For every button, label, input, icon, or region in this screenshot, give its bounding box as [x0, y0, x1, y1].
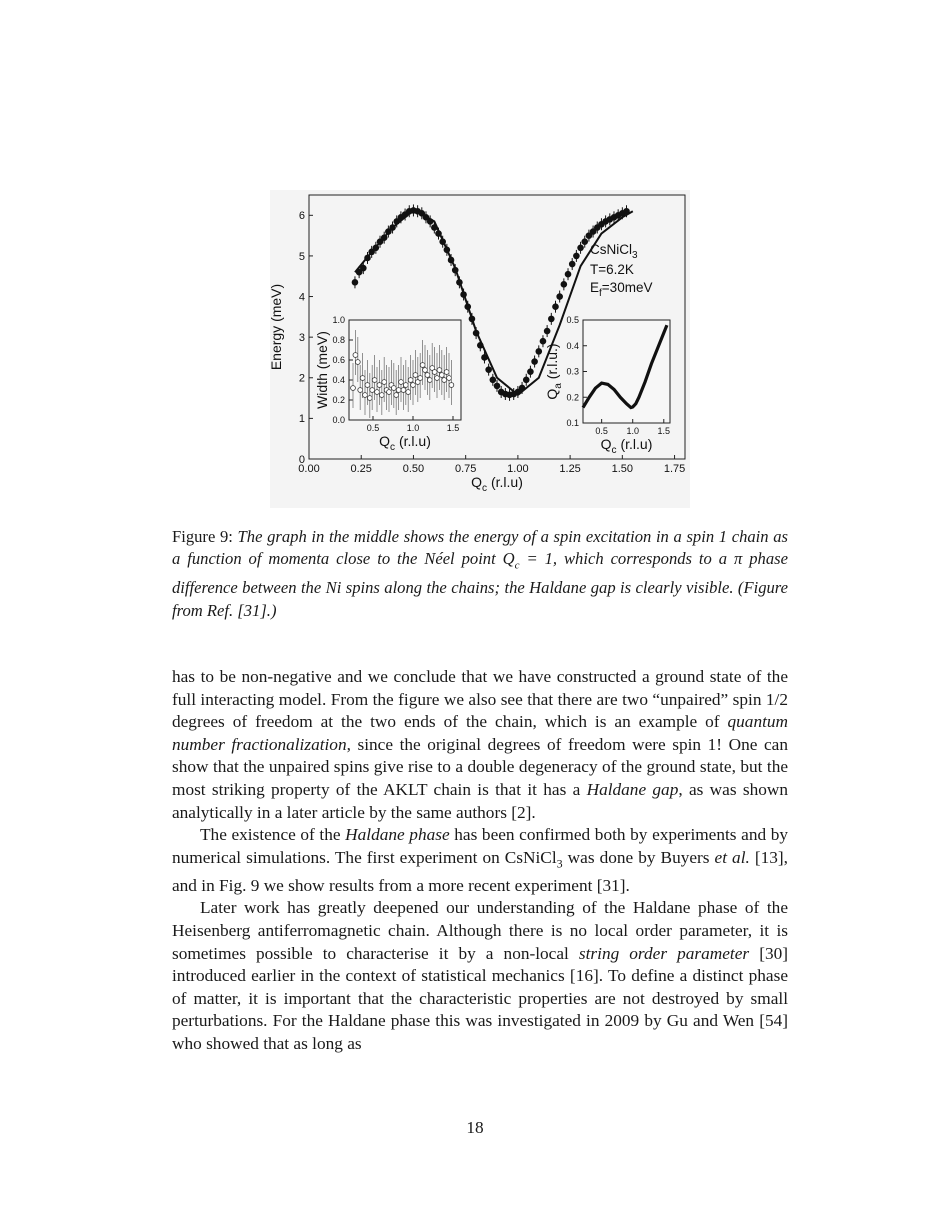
- x-tick-label: 1.00: [507, 463, 529, 475]
- data-point: [425, 373, 430, 378]
- y-tick-label: 6: [298, 210, 305, 223]
- data-point: [548, 316, 555, 323]
- figure-9: [270, 190, 690, 508]
- data-point: [352, 279, 359, 286]
- y-tick-label: 1: [298, 413, 305, 426]
- data-point: [382, 380, 387, 385]
- x-tick-label: 0.5: [366, 423, 380, 433]
- y-tick-label: 0: [298, 453, 305, 466]
- data-point: [394, 393, 399, 398]
- data-point: [544, 328, 551, 335]
- body-text: [172, 666, 788, 1056]
- y-tick-label: 0.1: [566, 418, 579, 429]
- y-tick-label: 0.5: [566, 315, 579, 326]
- data-point: [360, 376, 365, 381]
- data-point: [408, 378, 413, 383]
- plot-frame: [583, 320, 670, 423]
- data-point: [351, 386, 356, 391]
- data-point: [358, 388, 363, 393]
- data-point: [581, 238, 588, 245]
- data-point: [435, 376, 440, 381]
- paragraph-2: The existence of the Haldane phase has been confirmed both by experiments and by numerical simulations. The first experiment on CsNiCl$_3$ was done by Buyers et al. [13], and in Fig. 9 we show results from a more recent experiment [31].: [172, 825, 789, 895]
- data-point: [535, 348, 542, 355]
- data-point: [411, 383, 416, 388]
- x-axis-label: $Q_c$ (r.l.u): [471, 474, 523, 494]
- y-tick-label: 0.2: [332, 395, 345, 406]
- x-tick-label: 0.5: [595, 426, 608, 436]
- data-point: [439, 373, 444, 378]
- y-tick-label: 0.2: [566, 392, 579, 403]
- x-tick-label: 1.5: [657, 426, 671, 436]
- data-point: [399, 380, 404, 385]
- data-point: [375, 390, 380, 395]
- y-tick-label: 4: [298, 291, 305, 304]
- x-axis-label: $Q_c$ (r.l.u): [600, 436, 653, 456]
- data-point: [353, 353, 358, 358]
- data-point: [449, 383, 454, 388]
- y-tick-label: 5: [298, 250, 305, 263]
- y-tick-label: 3: [298, 332, 305, 345]
- x-tick-label: 1.25: [559, 463, 581, 475]
- caption-label: Figure 9:: [172, 527, 233, 546]
- y-tick-label: 0.3: [566, 366, 579, 377]
- x-tick-label: 0.25: [350, 463, 372, 475]
- data-point: [552, 303, 559, 310]
- y-tick-label: 0.0: [332, 415, 345, 426]
- x-tick-label: 1.75: [663, 463, 686, 475]
- data-point: [403, 383, 408, 388]
- data-point: [577, 245, 584, 252]
- y-axis-label: Width (meV): [314, 331, 330, 409]
- x-tick-label: 1.50: [611, 463, 634, 475]
- data-point: [379, 393, 384, 398]
- data-point: [490, 377, 497, 384]
- data-point: [485, 366, 492, 373]
- y-tick-label: 0.4: [332, 375, 345, 386]
- data-point: [437, 368, 442, 373]
- figure-svg: [270, 190, 690, 508]
- page-number: 18: [466, 1118, 484, 1137]
- y-tick-label: 0.6: [332, 355, 345, 366]
- data-point: [370, 388, 375, 393]
- data-point: [561, 281, 568, 288]
- data-point: [365, 383, 370, 388]
- data-point: [363, 393, 368, 398]
- data-point: [573, 253, 580, 260]
- data-point: [523, 377, 530, 384]
- y-tick-label: 0.8: [332, 335, 345, 346]
- y-tick-label: 2: [298, 372, 305, 385]
- x-tick-label: 0.00: [298, 463, 320, 475]
- y-axis-label: $Q_a$ (r.l.u.): [544, 343, 564, 400]
- data-point: [377, 383, 382, 388]
- y-axis-label: Energy (meV): [268, 283, 284, 371]
- data-point: [556, 293, 563, 300]
- data-point: [531, 358, 538, 365]
- paragraph-3: Later work has greatly deepened our understanding of the Haldane phase of the Heisenberg antiferromagnetic chain. Although there is no local order parameter, it is sometimes possible to characterise it by a non-local string order parameter [30] introduced earlier in the context of statistical mechanics [16]. To define a distinct phase of matter, it is important that the characteristic properties are not destroyed by small perturbations. For the Haldane phase this was investigated in 2009 by Gu and Wen [54] who showed that as long as: [172, 898, 788, 1053]
- annotation-temperature: T=6.2K: [590, 262, 634, 277]
- data-point: [396, 388, 401, 393]
- x-tick-label: 1.0: [406, 423, 420, 433]
- x-tick-label: 0.75: [454, 463, 477, 475]
- data-point: [420, 363, 425, 368]
- data-point: [432, 370, 437, 375]
- data-point: [406, 390, 411, 395]
- data-point: [372, 378, 377, 383]
- data-point: [387, 390, 392, 395]
- data-point: [355, 360, 360, 365]
- x-tick-label: 1.0: [626, 426, 639, 436]
- data-point: [413, 373, 418, 378]
- data-point: [565, 271, 572, 278]
- paragraph-1: has to be non-negative and we conclude that we have constructed a ground state of the full interacting model. From the figure we also see that there are two “unpaired” spin 1/2 degrees of freedom at the two ends of the chain, which is an example of quantum number fractionalization, since the original degrees of freedom were spin 1! One can show that the unpaired spins give rise to a double degeneracy of the ground state, but the most striking property of the AKLT chain is that it has a Haldane gap, as was shown analytically in a later article by the same authors [2].: [172, 667, 788, 822]
- x-tick-label: 0.50: [402, 463, 425, 475]
- data-point: [418, 376, 423, 381]
- data-point: [444, 370, 449, 375]
- data-point: [494, 383, 501, 390]
- y-tick-label: 1.0: [332, 315, 345, 326]
- data-point: [367, 396, 372, 401]
- data-point: [442, 378, 447, 383]
- data-point: [401, 388, 406, 393]
- x-axis-label: $Q_c$ (r.l.u): [379, 433, 431, 453]
- annotation-compound: CsNiCl$_3$: [590, 242, 638, 261]
- y-tick-label: 0.4: [566, 340, 579, 351]
- caption-text: The graph in the middle shows the energy of a spin excitation in a spin 1 chain as a function of momenta close to the Néel point $Q_c = 1$, which corresponds to a π phase difference between the Ni spins along the chains; the Haldane gap is clearly visible. (Figure from Ref. [31].): [172, 527, 788, 620]
- data-point: [391, 386, 396, 391]
- data-point: [569, 261, 576, 268]
- data-point: [427, 378, 432, 383]
- data-point: [447, 376, 452, 381]
- figure-caption: [172, 526, 788, 622]
- data-point: [423, 368, 428, 373]
- data-point: [527, 368, 534, 375]
- annotation-energy: $E_f=30meV$: [590, 280, 653, 299]
- x-tick-label: 1.5: [446, 423, 460, 433]
